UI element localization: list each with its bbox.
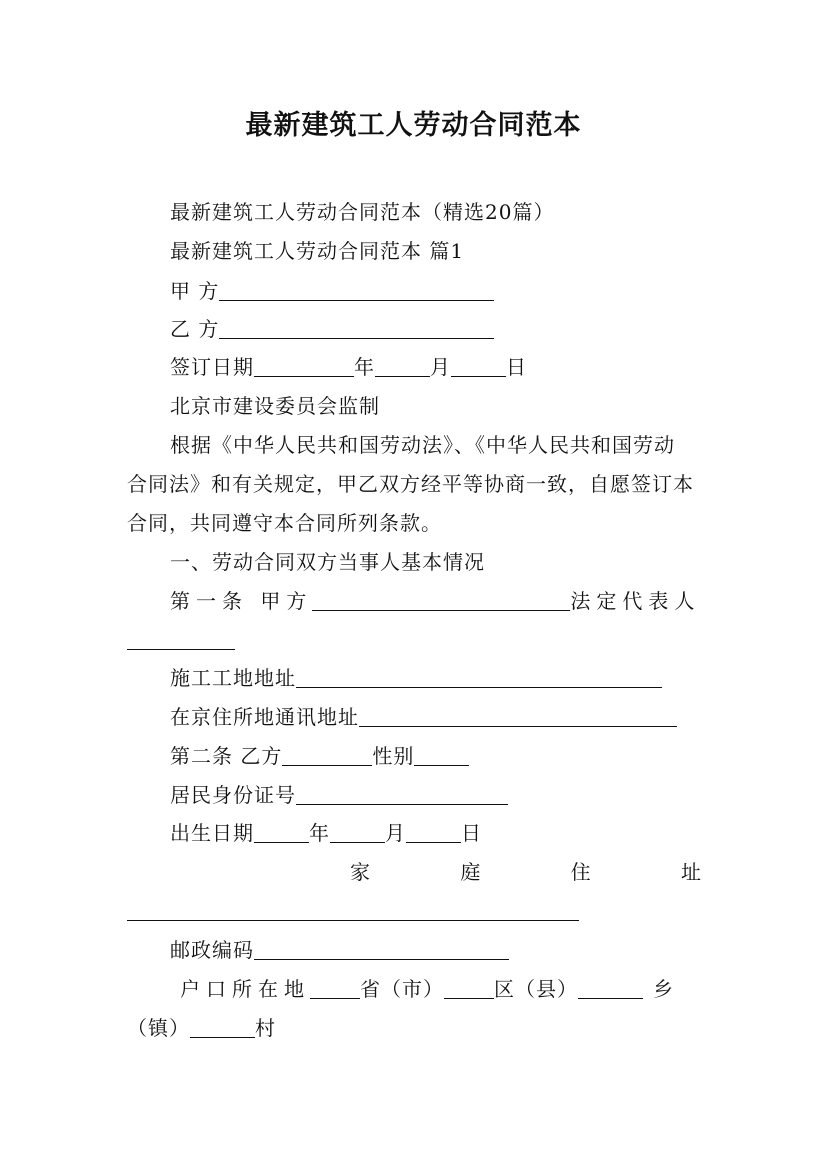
section-heading: 最新建筑工人劳动合同范本 篇1: [170, 239, 465, 263]
village-label: 村: [255, 1016, 276, 1040]
district-label: 区（县）: [494, 977, 578, 1001]
birth-month-blank[interactable]: [330, 822, 385, 843]
home-char-4: 址: [680, 860, 702, 884]
year-label: 年: [354, 355, 375, 379]
supervisor-line: 北京市建设委员会监制: [170, 394, 380, 418]
party-a-line: [170, 279, 702, 303]
town-label: （镇）: [127, 1016, 190, 1040]
sign-year-blank[interactable]: [254, 356, 354, 377]
employer-blank[interactable]: [312, 590, 570, 611]
home-address-line: [350, 860, 702, 884]
id-label: 居民身份证号: [170, 783, 296, 807]
birth-label: 出生日期: [170, 821, 254, 845]
home-char-3: 住: [570, 860, 592, 884]
province-blank[interactable]: [310, 978, 360, 999]
home-address-blank-line: [127, 899, 702, 923]
town-line: [127, 1016, 702, 1040]
district-blank[interactable]: [444, 978, 494, 999]
intro-line-3: 合同，共同遵守本合同所列条款。: [127, 511, 442, 535]
party-b-blank[interactable]: [219, 318, 494, 339]
id-blank[interactable]: [296, 784, 508, 805]
article-two-label: 第二条 乙方: [170, 744, 283, 768]
bj-address-label: 在京住所地通讯地址: [170, 705, 359, 729]
town-blank[interactable]: [190, 1017, 255, 1038]
birth-year-blank[interactable]: [254, 822, 309, 843]
article-one-label: 第一条 甲方: [170, 589, 313, 613]
party-a-label: 甲 方: [170, 279, 220, 303]
bj-address-blank[interactable]: [359, 706, 677, 727]
township-blank[interactable]: [578, 978, 643, 999]
sign-date-line: [170, 355, 702, 379]
employee-blank[interactable]: [282, 745, 372, 766]
article-two-line: [170, 744, 702, 768]
birth-day-label: 日: [461, 821, 482, 845]
postcode-line: [170, 938, 702, 962]
id-line: [170, 783, 702, 807]
day-label: 日: [506, 355, 527, 379]
section-one-heading: 一、劳动合同双方当事人基本情况: [170, 550, 485, 574]
sign-month-blank[interactable]: [375, 356, 430, 377]
legal-rep-label: 法定代表人: [570, 589, 701, 613]
document-title: 最新建筑工人劳动合同范本: [245, 110, 582, 141]
gender-label: 性别: [372, 744, 415, 768]
site-address-line: [170, 666, 702, 690]
site-address-blank[interactable]: [296, 667, 662, 688]
postcode-blank[interactable]: [254, 939, 509, 960]
intro-line-1: 根据《中华人民共和国劳动法》、《中华人民共和国劳动: [170, 433, 675, 457]
subtitle-line: 最新建筑工人劳动合同范本（精选20篇）: [170, 200, 555, 224]
home-char-2: 庭: [460, 860, 482, 884]
township-label: 乡: [653, 977, 674, 1001]
sign-date-label: 签订日期: [170, 355, 254, 379]
gender-blank[interactable]: [414, 745, 469, 766]
postcode-label: 邮政编码: [170, 938, 254, 962]
month-label: 月: [430, 355, 451, 379]
birth-month-label: 月: [385, 821, 406, 845]
birth-day-blank[interactable]: [406, 822, 461, 843]
home-char-1: 家: [350, 860, 371, 884]
hukou-label: 户口所在地: [180, 977, 310, 1001]
province-label: 省（市）: [360, 977, 444, 1001]
party-b-line: [170, 317, 702, 341]
birth-year-label: 年: [309, 821, 330, 845]
legal-rep-line: [127, 628, 702, 652]
home-address-blank[interactable]: [127, 900, 579, 921]
legal-rep-blank[interactable]: [127, 629, 235, 650]
bj-address-line: [170, 705, 702, 729]
sign-day-blank[interactable]: [451, 356, 506, 377]
intro-line-2: 合同法》和有关规定，甲乙双方经平等协商一致，自愿签订本: [127, 472, 694, 496]
hukou-line: [180, 977, 702, 1001]
site-address-label: 施工工地地址: [170, 666, 296, 690]
party-a-blank[interactable]: [219, 280, 494, 301]
birth-line: [170, 821, 702, 845]
article-one-line: [170, 589, 702, 613]
party-b-label: 乙 方: [170, 317, 220, 341]
